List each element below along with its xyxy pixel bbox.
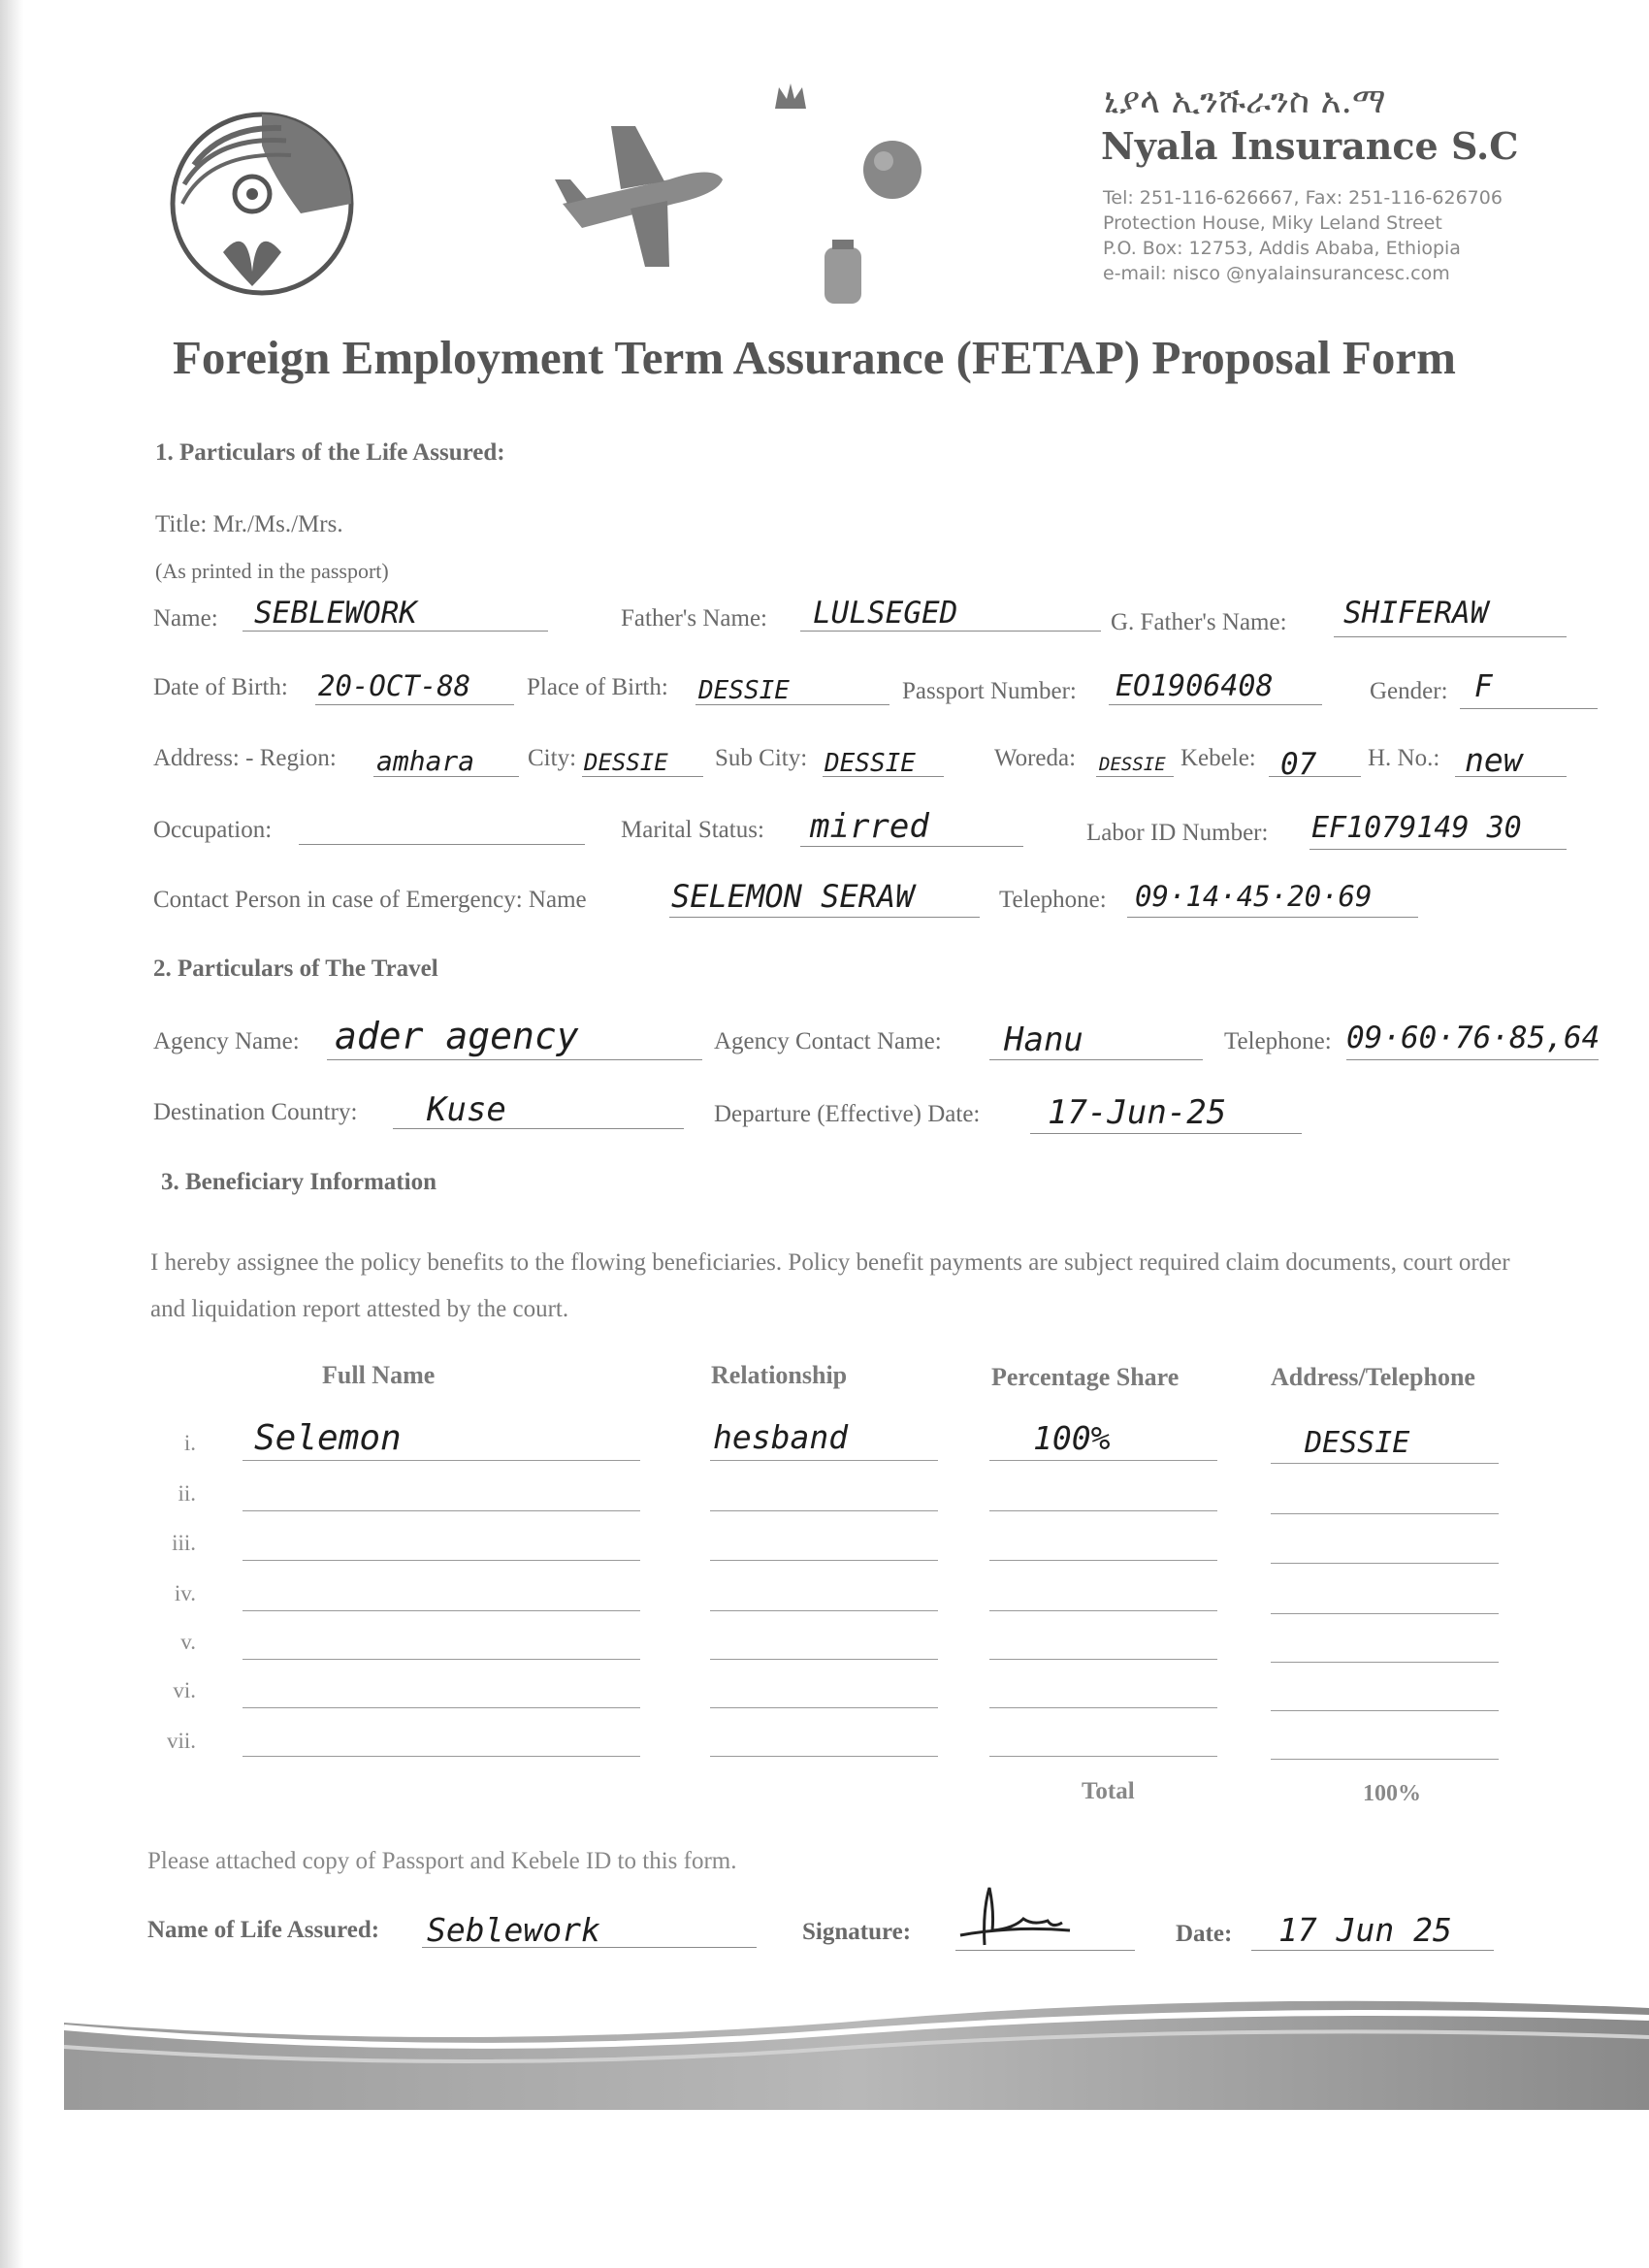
agency-name-value[interactable]: ader agency (335, 1015, 579, 1057)
relationship-cell[interactable] (710, 1659, 938, 1660)
labor-id-line[interactable] (1310, 849, 1567, 850)
date-label: Date: (1176, 1921, 1233, 1947)
kebele-value[interactable]: 07 (1280, 747, 1317, 782)
row-number: ii. (178, 1481, 196, 1506)
beneficiary-statement: I hereby assignee the policy benefits to the flowing beneficiaries. Policy benefit payments are subject required claim documents, court order and liquidation report attested by the court. (150, 1249, 1510, 1322)
agency-contact-value[interactable]: Hanu (1004, 1021, 1083, 1059)
address-cell[interactable] (1271, 1710, 1499, 1711)
emergency-tel-label: Telephone: (999, 887, 1107, 913)
dob-value[interactable]: 20-OCT-88 (318, 669, 471, 702)
occupation-label: Occupation: (153, 817, 273, 843)
name-label: Name: (153, 605, 218, 632)
gfather-name-label: G. Father's Name: (1111, 609, 1287, 635)
date-value[interactable]: 17 Jun 25 (1278, 1911, 1452, 1949)
emergency-name-label: Contact Person in case of Emergency: Name (153, 887, 587, 913)
share-cell[interactable] (989, 1460, 1217, 1461)
woreda-value[interactable]: DESSIE (1099, 754, 1166, 775)
emergency-name-value[interactable]: SELEMON SERAW (671, 878, 915, 915)
marital-value[interactable]: mirred (810, 807, 929, 846)
date-line[interactable] (1251, 1950, 1494, 1951)
address-cell[interactable] (1271, 1563, 1499, 1564)
form-title: Foreign Employment Term Assurance (FETAP) Proposal Form (173, 331, 1456, 384)
region-value[interactable]: amhara (376, 745, 475, 777)
departure-label: Departure (Effective) Date: (714, 1101, 981, 1127)
row-number: vi. (173, 1678, 196, 1702)
share-cell[interactable] (989, 1560, 1217, 1561)
name-cell[interactable] (242, 1510, 640, 1511)
marital-line[interactable] (800, 846, 1023, 847)
relationship-cell[interactable] (710, 1560, 938, 1561)
globe-icon (858, 136, 926, 204)
section2-heading: 2. Particulars of The Travel (153, 956, 438, 982)
relationship-cell[interactable] (710, 1610, 938, 1611)
gfather-name-line[interactable] (1334, 636, 1567, 637)
total-label: Total (1082, 1778, 1135, 1804)
agency-tel-line[interactable] (1346, 1059, 1599, 1060)
passport-value[interactable]: EO1906408 (1116, 669, 1274, 703)
nyala-logo-icon (155, 107, 378, 301)
city-line[interactable] (582, 776, 703, 777)
relationship-cell[interactable] (710, 1460, 938, 1461)
pob-label: Place of Birth: (527, 674, 668, 700)
emergency-tel-line[interactable] (1127, 917, 1418, 918)
name-cell[interactable] (242, 1707, 640, 1708)
destination-label: Destination Country: (153, 1099, 358, 1125)
share-cell[interactable] (989, 1610, 1217, 1611)
subcity-label: Sub City: (715, 745, 808, 771)
total-value: 100% (1363, 1781, 1421, 1806)
hno-value[interactable]: new (1465, 741, 1523, 779)
address-cell[interactable] (1271, 1662, 1499, 1663)
title-note: (As printed in the passport) (155, 559, 389, 583)
row-number: vii. (166, 1729, 196, 1753)
dob-label: Date of Birth: (153, 674, 288, 700)
beneficiary-share[interactable]: 100% (1033, 1419, 1111, 1457)
share-cell[interactable] (989, 1756, 1217, 1757)
father-name-label: Father's Name: (621, 605, 767, 632)
departure-value[interactable]: 17-Jun-25 (1048, 1093, 1227, 1132)
company-name: Nyala Insurance S.C (1101, 124, 1519, 168)
agency-contact-line[interactable] (989, 1059, 1203, 1060)
address-cell[interactable] (1271, 1463, 1499, 1464)
agency-contact-label: Agency Contact Name: (714, 1028, 942, 1054)
col-address-telephone: Address/Telephone (1271, 1363, 1475, 1391)
agency-name-line[interactable] (327, 1059, 702, 1060)
marital-label: Marital Status: (621, 817, 764, 843)
subcity-value[interactable]: DESSIE (824, 749, 916, 778)
company-email: e-mail: nisco @nyalainsurancesc.com (1103, 263, 1450, 284)
company-amharic-name: ኒያላ ኢንሹራንስ አ.ማ (1104, 81, 1386, 121)
beneficiary-name[interactable]: Selemon (254, 1418, 402, 1458)
gender-label: Gender: (1370, 678, 1448, 704)
signature-mark (955, 1882, 1072, 1955)
row-number: iii. (172, 1531, 196, 1555)
title-label: Title: Mr./Ms./Mrs. (155, 511, 343, 537)
col-relationship: Relationship (711, 1361, 848, 1389)
father-name-value[interactable]: LULSEGED (813, 596, 958, 631)
attach-note: Please attached copy of Passport and Kebele ID to this form. (147, 1848, 737, 1874)
pob-value[interactable]: DESSIE (698, 676, 790, 705)
row-number: iv. (174, 1581, 196, 1605)
beneficiary-address[interactable]: DESSIE (1305, 1426, 1410, 1460)
name-line[interactable] (242, 631, 548, 632)
labor-id-label: Labor ID Number: (1086, 820, 1269, 846)
name-value[interactable]: SEBLEWORK (254, 596, 417, 631)
section1-heading: 1. Particulars of the Life Assured: (155, 439, 505, 466)
relationship-cell[interactable] (710, 1707, 938, 1708)
page-edge (0, 0, 23, 2268)
name-cell[interactable] (242, 1659, 640, 1660)
bottle-icon (815, 238, 873, 310)
region-label: Address: - Region: (153, 745, 337, 771)
destination-value[interactable]: Kuse (427, 1090, 506, 1129)
city-label: City: (528, 745, 577, 771)
emergency-name-line[interactable] (669, 917, 980, 918)
gfather-name-value[interactable]: SHIFERAW (1343, 596, 1489, 631)
name-cell[interactable] (242, 1756, 640, 1757)
row-number: i. (183, 1431, 196, 1455)
life-assured-value[interactable]: Seblework (427, 1911, 600, 1949)
city-value[interactable]: DESSIE (584, 749, 668, 776)
relationship-cell[interactable] (710, 1756, 938, 1757)
crown-icon (771, 78, 810, 116)
woreda-line[interactable] (1096, 776, 1174, 777)
company-tel: Tel: 251-116-626667, Fax: 251-116-626706 (1103, 187, 1503, 209)
labor-id-value[interactable]: EF1079149 30 (1311, 811, 1522, 845)
footer-wave-band (64, 1969, 1649, 2110)
beneficiary-relationship[interactable]: hesband (713, 1418, 849, 1456)
row-number: v. (180, 1630, 196, 1654)
agency-name-label: Agency Name: (153, 1028, 300, 1054)
col-percentage-share: Percentage Share (991, 1363, 1180, 1391)
agency-tel-label: Telephone: (1224, 1028, 1332, 1054)
address-cell[interactable] (1271, 1513, 1499, 1514)
address-cell[interactable] (1271, 1759, 1499, 1760)
share-cell[interactable] (989, 1707, 1217, 1708)
dob-line[interactable] (315, 704, 514, 705)
life-assured-label: Name of Life Assured: (147, 1917, 380, 1943)
agency-tel-value[interactable]: 09·60·76·85,64 (1346, 1021, 1600, 1055)
section3-heading: 3. Beneficiary Information (161, 1169, 436, 1195)
company-pobox: P.O. Box: 12753, Addis Ababa, Ethiopia (1103, 238, 1461, 259)
address-cell[interactable] (1271, 1613, 1499, 1614)
kebele-label: Kebele: (1180, 745, 1256, 771)
woreda-label: Woreda: (994, 745, 1077, 771)
passport-line[interactable] (1109, 704, 1322, 705)
name-cell[interactable] (242, 1610, 640, 1611)
emergency-tel-value[interactable]: 09·14·45·20·69 (1135, 880, 1373, 913)
signature-label: Signature: (802, 1919, 912, 1945)
father-name-line[interactable] (800, 631, 1101, 632)
airplane-icon (553, 112, 737, 276)
gender-value[interactable]: F (1474, 669, 1493, 704)
col-full-name: Full Name (322, 1361, 436, 1389)
name-cell[interactable] (242, 1460, 640, 1461)
occupation-line[interactable] (299, 844, 585, 845)
passport-label: Passport Number: (902, 678, 1077, 704)
company-address: Protection House, Miky Leland Street (1103, 212, 1442, 234)
gender-line[interactable] (1460, 708, 1598, 709)
relationship-cell[interactable] (710, 1510, 938, 1511)
share-cell[interactable] (989, 1659, 1217, 1660)
hno-label: H. No.: (1368, 745, 1440, 771)
name-cell[interactable] (242, 1560, 640, 1561)
departure-line[interactable] (1030, 1133, 1302, 1134)
share-cell[interactable] (989, 1510, 1217, 1511)
